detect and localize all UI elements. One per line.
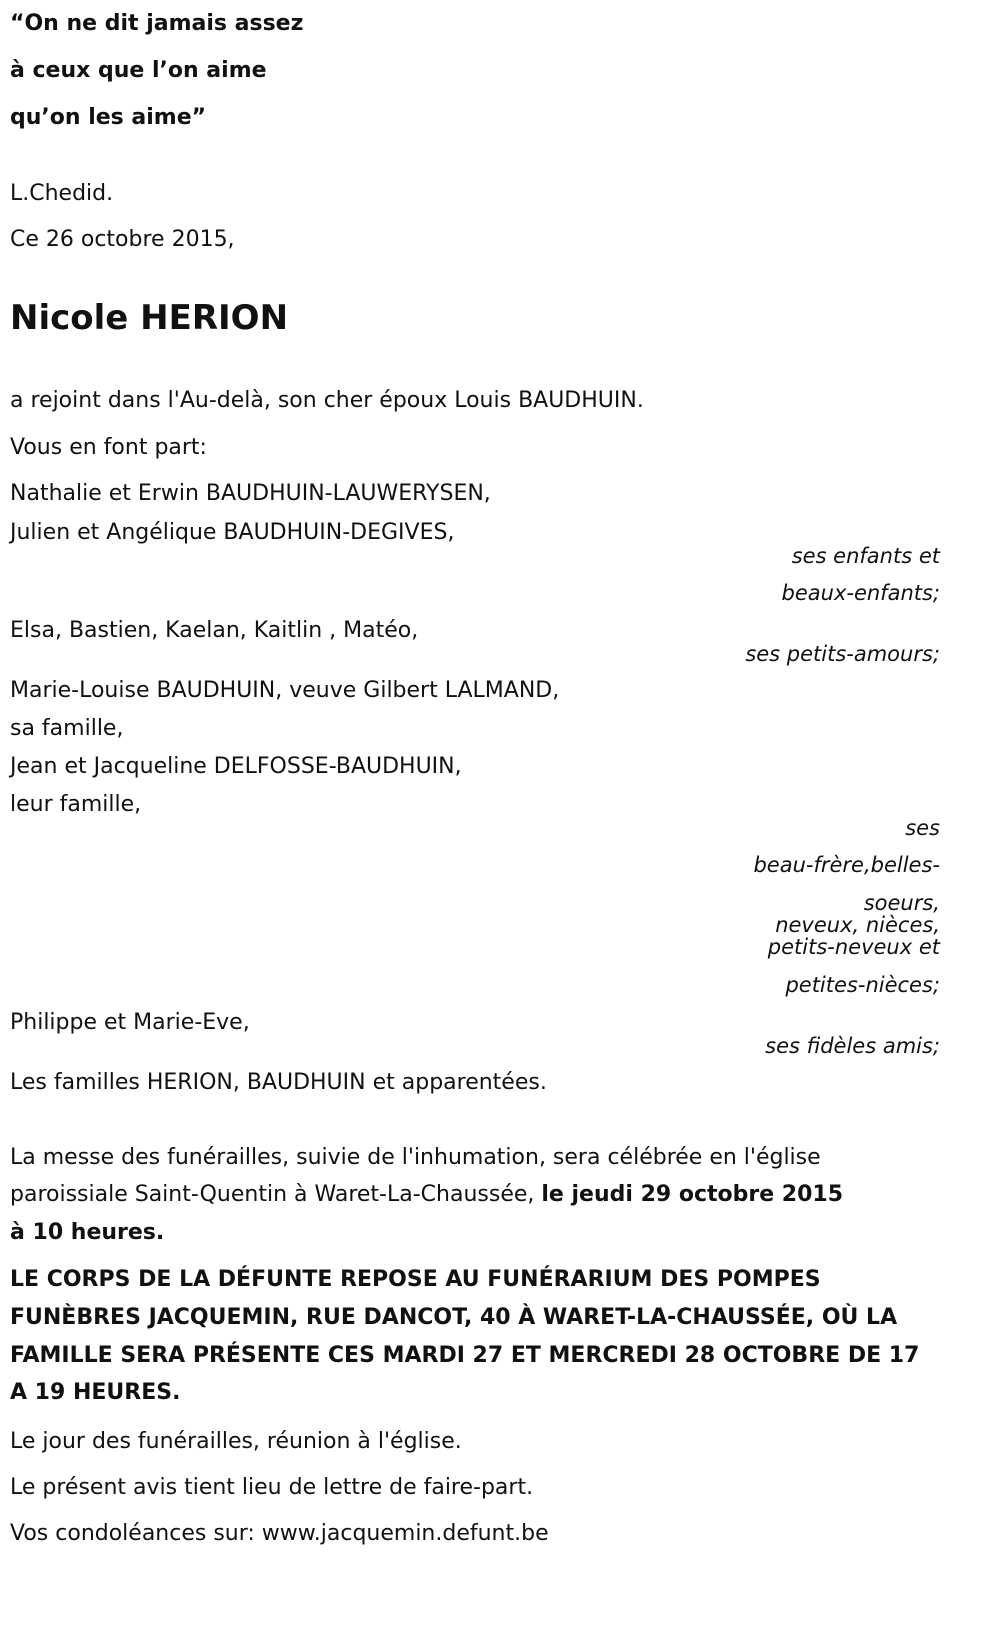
relation-label: beaux-enfants; — [781, 581, 940, 605]
relation-label: petites-nièces; — [785, 973, 940, 997]
visitation-text: LE CORPS DE LA DÉFUNTE REPOSE AU FUNÉRARIUM DES POMPES — [10, 1267, 821, 1292]
quote-line: à ceux que l’on aime — [10, 58, 267, 83]
family-line: Elsa, Bastien, Kaelan, Kaitlin , Matéo, — [10, 618, 419, 643]
funeral-text — [10, 1182, 843, 1208]
quote-author: L.Chedid. — [10, 181, 114, 206]
relation-label: soeurs, — [863, 891, 940, 915]
funeral-date: le jeudi 29 octobre 2015 — [541, 1182, 844, 1207]
quote-line: qu’on les aime” — [10, 105, 207, 130]
date-line: Ce 26 octobre 2015, — [10, 227, 235, 252]
family-line: sa famille, — [10, 716, 124, 741]
quote-line: “On ne dit jamais assez — [10, 11, 304, 36]
family-line: Julien et Angélique BAUDHUIN-DEGIVES, — [10, 520, 455, 545]
visitation-text: FUNÈBRES JACQUEMIN, RUE DANCOT, 40 À WARET-LA-CHAUSSÉE, OÙ LA — [10, 1305, 898, 1330]
funeral-text: La messe des funérailles, suivie de l'inhumation, sera célébrée en l'église — [10, 1145, 821, 1170]
family-line: Marie-Louise BAUDHUIN, veuve Gilbert LALMAND, — [10, 678, 560, 703]
deceased-name: Nicole HERION — [10, 298, 289, 338]
family-line: Les familles HERION, BAUDHUIN et apparentées. — [10, 1070, 547, 1095]
visitation-text: A 19 HEURES. — [10, 1380, 181, 1405]
announce-text: Vous en font part: — [10, 435, 207, 460]
family-line: Nathalie et Erwin BAUDHUIN-LAUWERYSEN, — [10, 481, 491, 506]
relation-label: ses petits-amours; — [745, 642, 940, 666]
closing-text: Le jour des funérailles, réunion à l'église. — [10, 1429, 462, 1454]
family-line: Jean et Jacqueline DELFOSSE-BAUDHUIN, — [10, 754, 462, 779]
funeral-time: à 10 heures. — [10, 1220, 165, 1245]
intro-text: a rejoint dans l'Au-delà, son cher époux Louis BAUDHUIN. — [10, 388, 644, 413]
condolences-text: Vos condoléances sur: www.jacquemin.defunt.be — [10, 1521, 549, 1546]
visitation-text: FAMILLE SERA PRÉSENTE CES MARDI 27 ET MERCREDI 28 OCTOBRE DE 17 — [10, 1343, 920, 1368]
relation-label: ses enfants et — [791, 544, 940, 568]
family-line: leur famille, — [10, 792, 142, 817]
family-line: Philippe et Marie-Eve, — [10, 1010, 250, 1035]
closing-text: Le présent avis tient lieu de lettre de faire-part. — [10, 1475, 534, 1500]
relation-label: ses — [905, 816, 940, 840]
funeral-place: paroissiale Saint-Quentin à Waret-La-Chaussée, — [10, 1182, 542, 1207]
relation-label: beau-frère,belles- — [753, 853, 940, 877]
relation-label: ses fidèles amis; — [765, 1034, 940, 1058]
relation-label: petits-neveux et — [767, 935, 940, 959]
relation-label: neveux, nièces, — [775, 913, 940, 937]
